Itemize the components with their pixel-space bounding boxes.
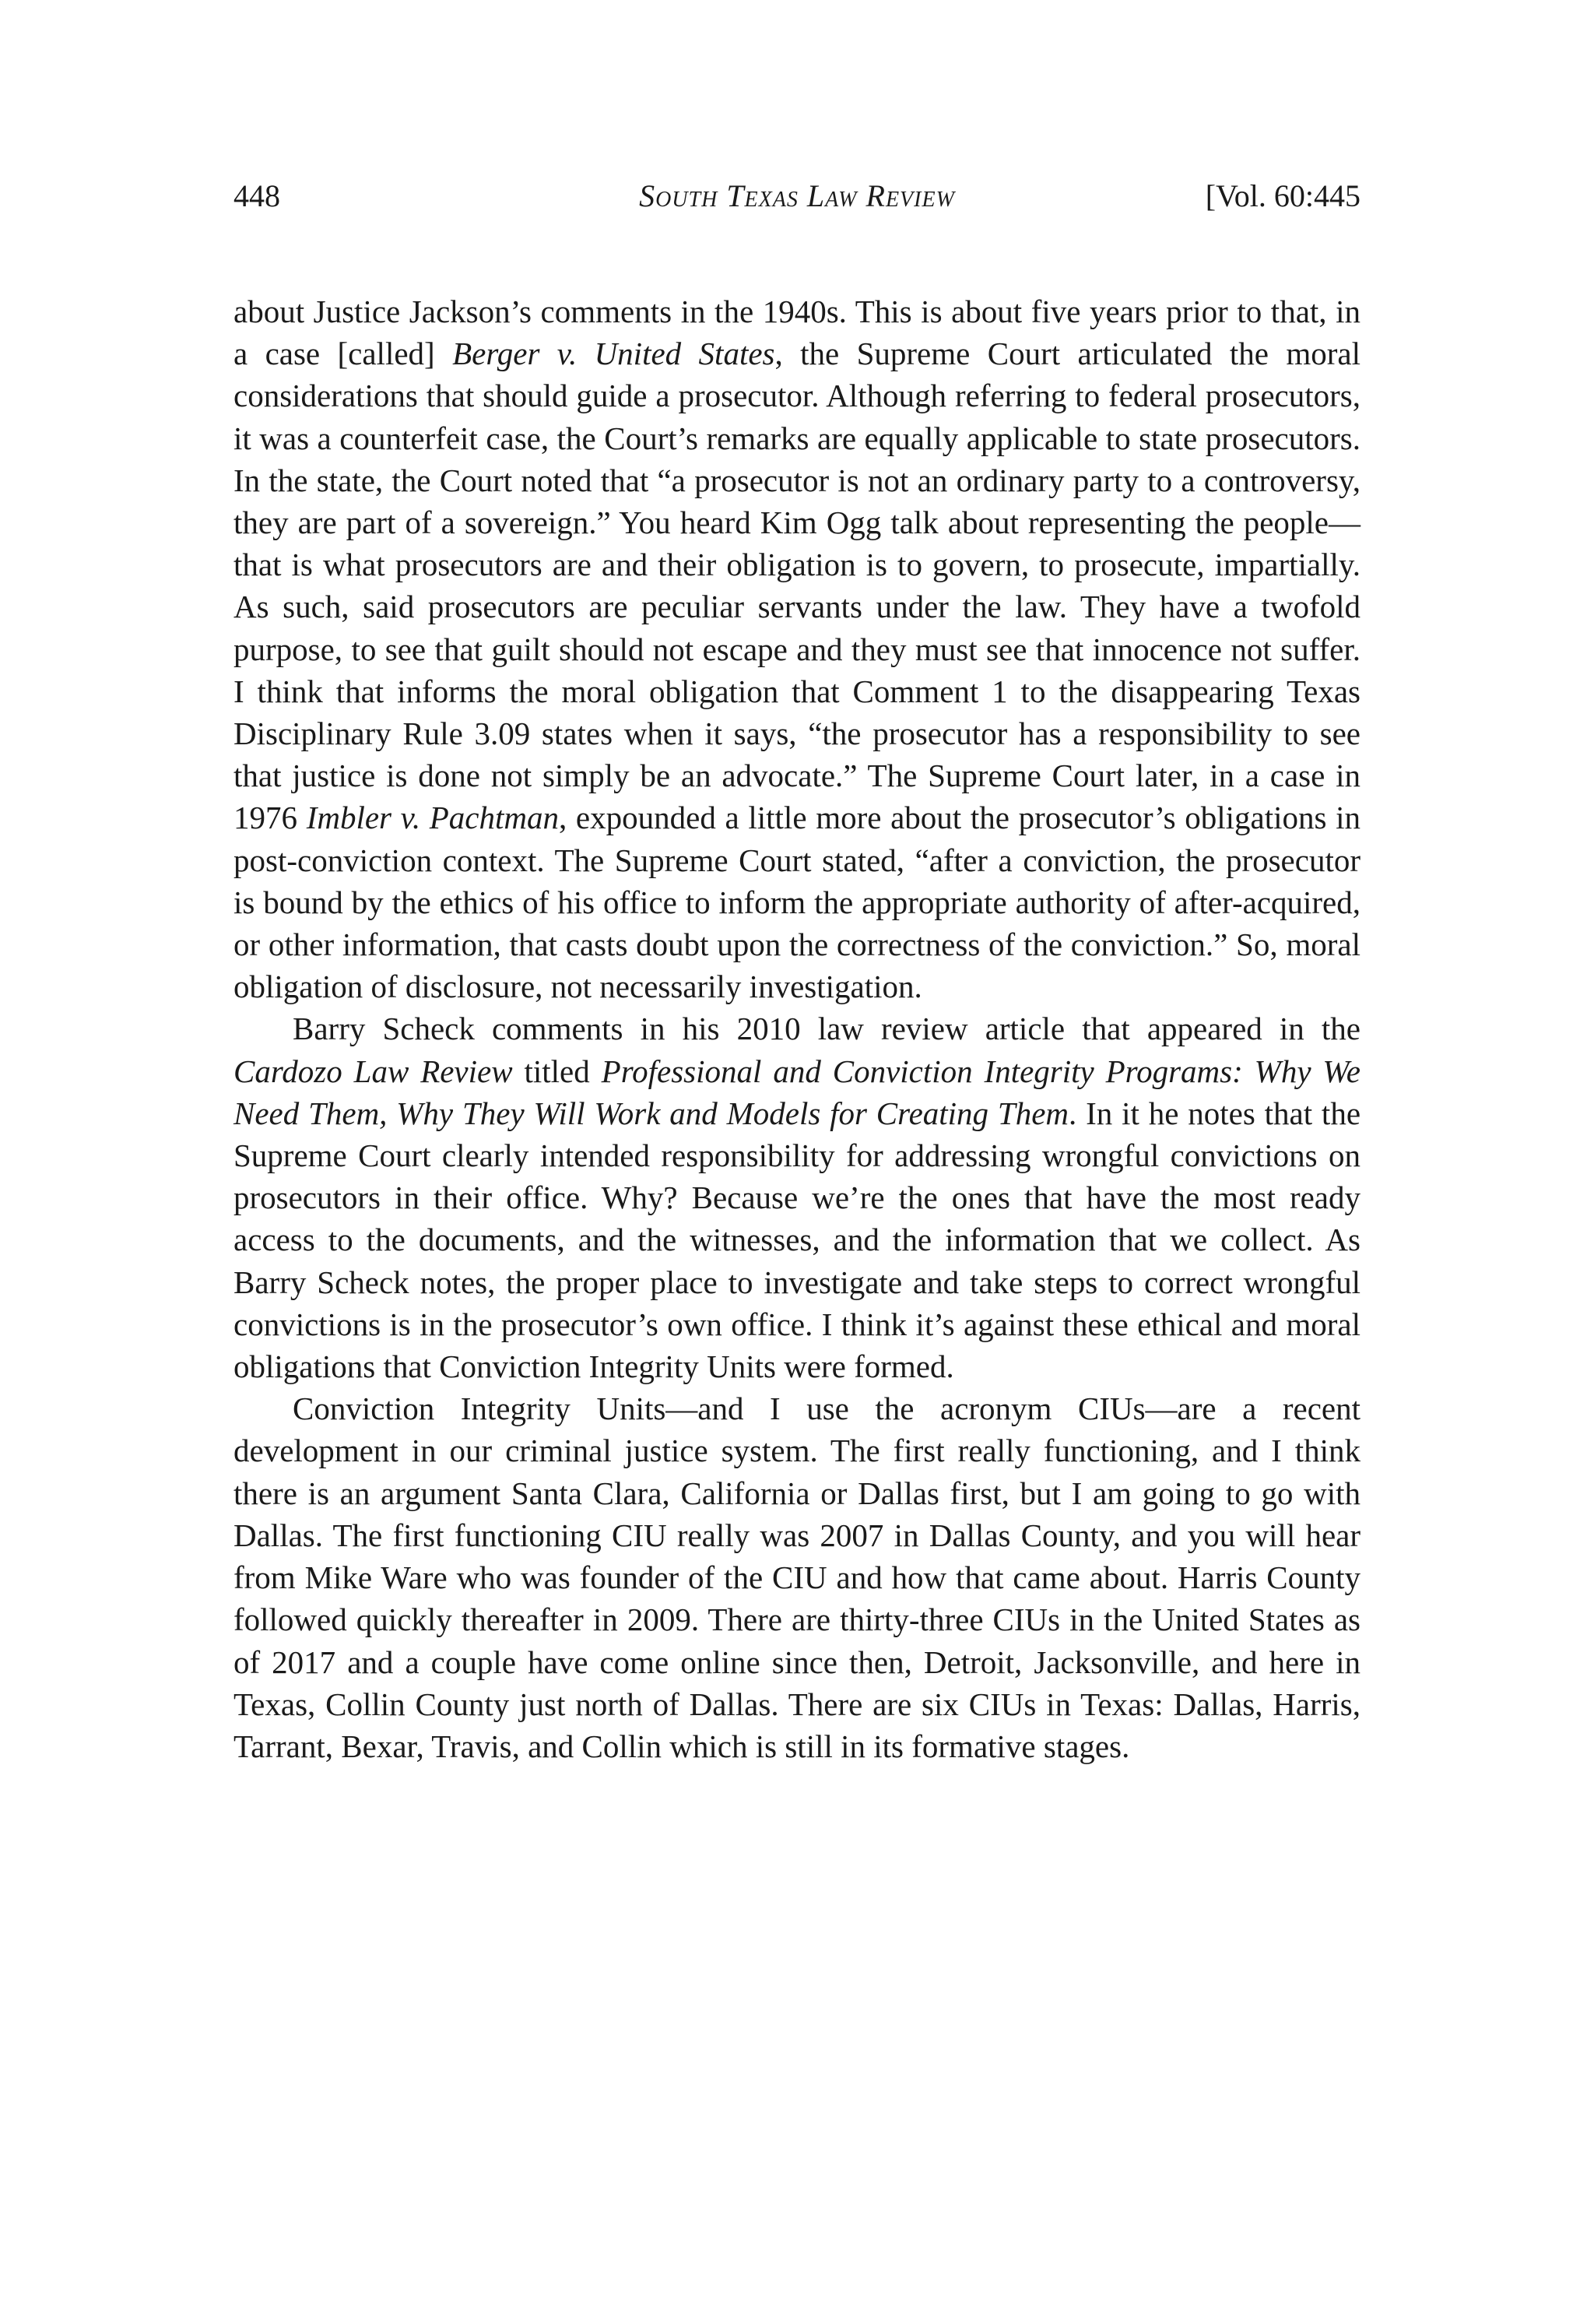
case-citation-berger: Berger v. United States [452,336,775,372]
text-segment: Conviction Integrity Units—and I use the acronym CIUs—are a recent development in our criminal justice system. The first really functioning, and I think there is an argument Santa Clara, California or Dallas first, but I am going to go with Dallas. The first functioning CIU really was 2007 in Dallas County, and you will hear from Mike Ware who was founder of the CIU and how that came about. Harris County followed quickly thereafter in 2009. There are thirty-three CIUs in the United States as of 2017 and a couple have come online since then, Detroit, Jacksonville, and here in Texas, Collin County just north of Dallas. There are six CIUs in Texas: Dallas, Harris, Tarrant, Bexar, Travis, and Collin which is still in its formative stages. [233,1391,1361,1764]
volume-citation: [Vol. 60:445 [1205,178,1361,213]
case-citation-imbler: Imbler v. Pachtman [306,800,559,836]
text-segment: titled [512,1053,602,1089]
text-segment: about Justice Jackson’s comments in the 1940s. This is about five years prior to that, in a case [called] [233,294,1361,372]
page-number: 448 [233,178,280,213]
article-title: Professional and Conviction Integrity Programs: Why We Need Them, Why They Will Work and Models for Creating Them [233,1053,1361,1131]
text-segment: . In it he notes that the Supreme Court clearly intended responsibility for addressing wrongful convictions on prosecutors in their office. Why? Because we’re the ones that have the most ready access to the documents, and the witnesses, and the information that we collect. As Barry Scheck notes, the proper place to investigate and take steps to correct wrongful convictions is in the prosecutor’s own office. I think it’s against these ethical and moral obligations that Conviction Integrity Units were formed. [233,1095,1361,1385]
journal-name-cardozo: Cardozo Law Review [233,1053,513,1089]
text-segment: , expounded a little more about the prosecutor’s obligations in post-conviction context. The Supreme Court stated, “after a conviction, the prosecutor is bound by the ethics of his office to inform the appropriate authority of after-acquired, or other information, that casts doubt upon the correctness of the conviction.” So, moral obligation of disclosure, not necessarily investigation. [233,800,1361,1005]
paragraph-1 [233,290,1361,1007]
text-segment: Barry Scheck comments in his 2010 law review article that appeared in the [293,1011,1361,1047]
text-segment: , the Supreme Court articulated the moral considerations that should guide a prosecutor. Although referring to federal prosecutors, it was a counterfeit case, the Court’s remarks are equally applicable to state prosecutors. In the state, the Court noted that “a prosecutor is not an ordinary party to a controversy, they are part of a sovereign.” You heard Kim Ogg talk about representing the people—that is what prosecutors are and their obligation is to govern, to prosecute, impartially. As such, said prosecutors are peculiar servants under the law. They have a twofold purpose, to see that guilt should not escape and they must see that innocence not suffer. I think that informs the moral obligation that Comment 1 to the disappearing Texas Disciplinary Rule 3.09 states when it says, “the prosecutor has a responsibility to see that justice is done not simply be an advocate.” The Supreme Court later, in a case in 1976 [233,336,1361,836]
body-text [233,290,1361,1767]
journal-title: South Texas Law Review [639,178,955,213]
paragraph-3 [233,1387,1361,1767]
running-header [233,173,1361,220]
paragraph-2 [233,1007,1361,1387]
